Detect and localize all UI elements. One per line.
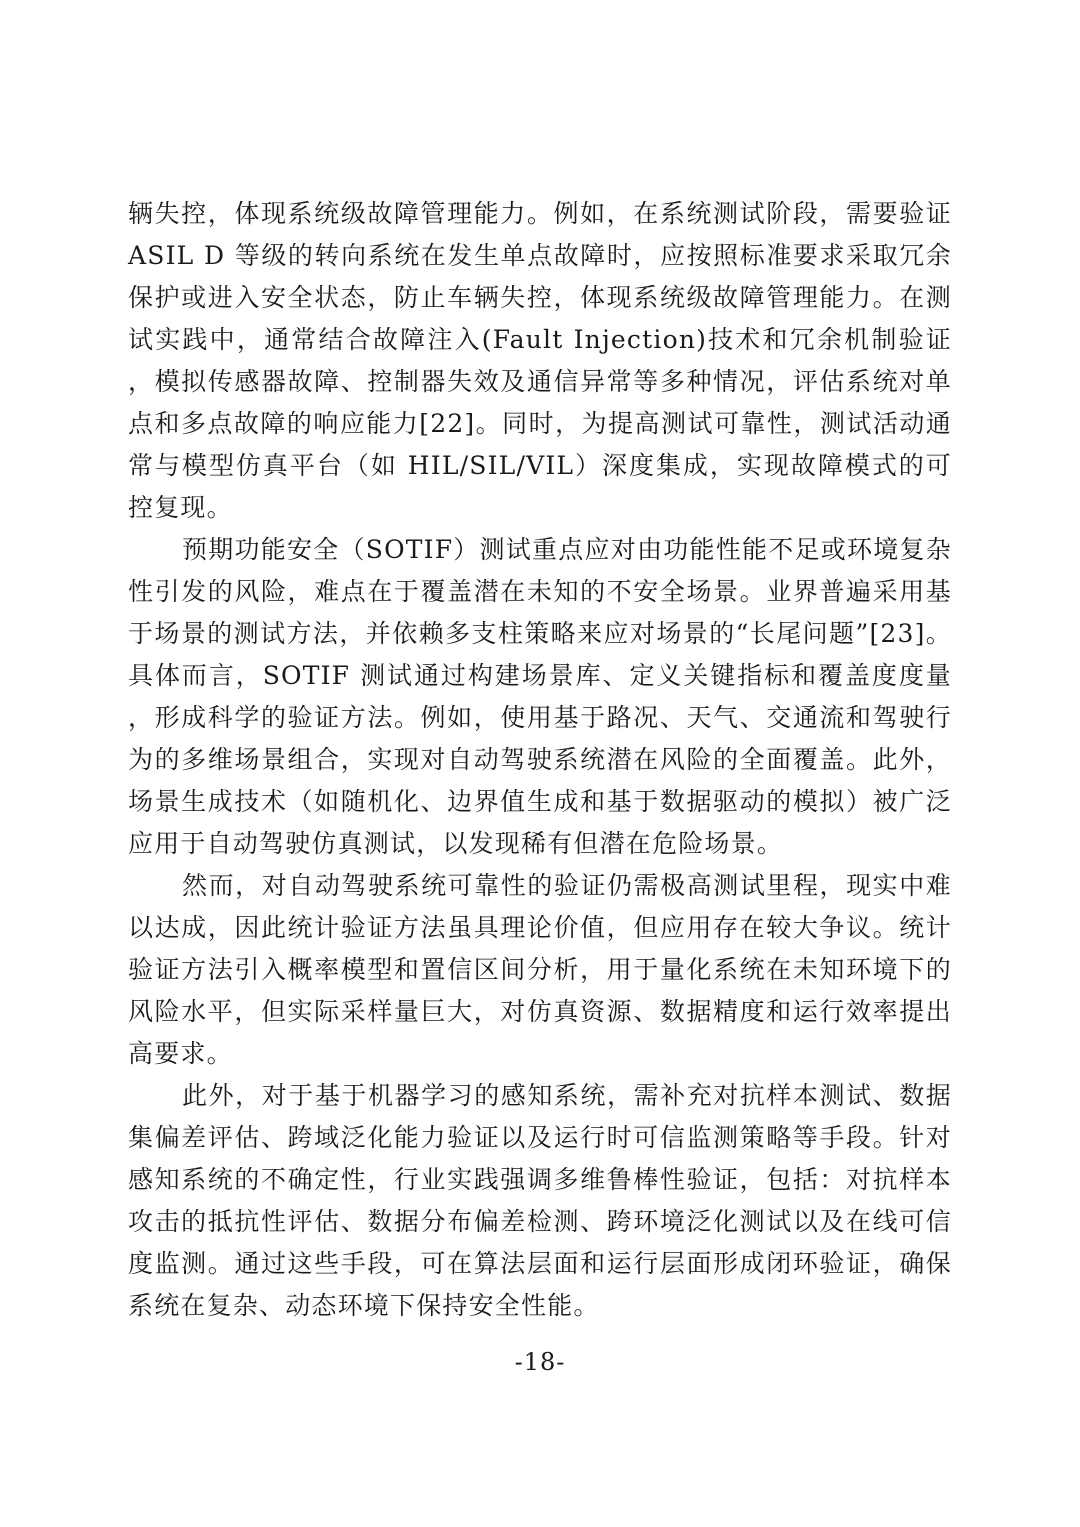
paragraph-continued: 辆失控，体现系统级故障管理能力。例如，在系统测试阶段，需要验证ASIL D 等级的转向系统在发生单点故障时，应按照标准要求采取冗余保护或进入安全状态，防止车辆失控，体现系统级故障管理能力。在测试实践中，通常结合故障注入(Fault Injection)技术和冗余机制验证，模拟传感器故障、控制器失效及通信异常等多种情况，评估系统对单点和多点故障的响应能力[22]。同时，为提高测试可靠性，测试活动通常与模型仿真平台（如 HIL/SIL/VIL）深度集成，实现故障模式的可控复现。 [128,199,952,522]
paragraph-statistical-verification: 然而，对自动驾驶系统可靠性的验证仍需极高测试里程，现实中难以达成，因此统计验证方法虽具理论价值，但应用存在较大争议。统计验证方法引入概率模型和置信区间分析，用于量化系统在未知环境下的风险水平，但实际采样量巨大，对仿真资源、数据精度和运行效率提出高要求。 [128,871,952,1068]
body-text [128,193,952,1327]
paragraph-sotif: 预期功能安全（SOTIF）测试重点应对由功能性能不足或环境复杂性引发的风险，难点在于覆盖潜在未知的不安全场景。业界普遍采用基于场景的测试方法，并依赖多支柱策略来应对场景的“长尾问题”[23]。具体而言，SOTIF 测试通过构建场景库、定义关键指标和覆盖度度量，形成科学的验证方法。例如，使用基于路况、天气、交通流和驾驶行为的多维场景组合，实现对自动驾驶系统潜在风险的全面覆盖。此外，场景生成技术（如随机化、边界值生成和基于数据驱动的模拟）被广泛应用于自动驾驶仿真测试，以发现稀有但潜在危险场景。 [128,535,952,858]
page-number: -18- [514,1348,566,1376]
paragraph-perception-system: 此外，对于基于机器学习的感知系统，需补充对抗样本测试、数据集偏差评估、跨域泛化能力验证以及运行时可信监测策略等手段。针对感知系统的不确定性，行业实践强调多维鲁棒性验证，包括：对抗样本攻击的抵抗性评估、数据分布偏差检测、跨环境泛化测试以及在线可信度监测。通过这些手段，可在算法层面和运行层面形成闭环验证，确保系统在复杂、动态环境下保持安全性能。 [128,1081,952,1320]
